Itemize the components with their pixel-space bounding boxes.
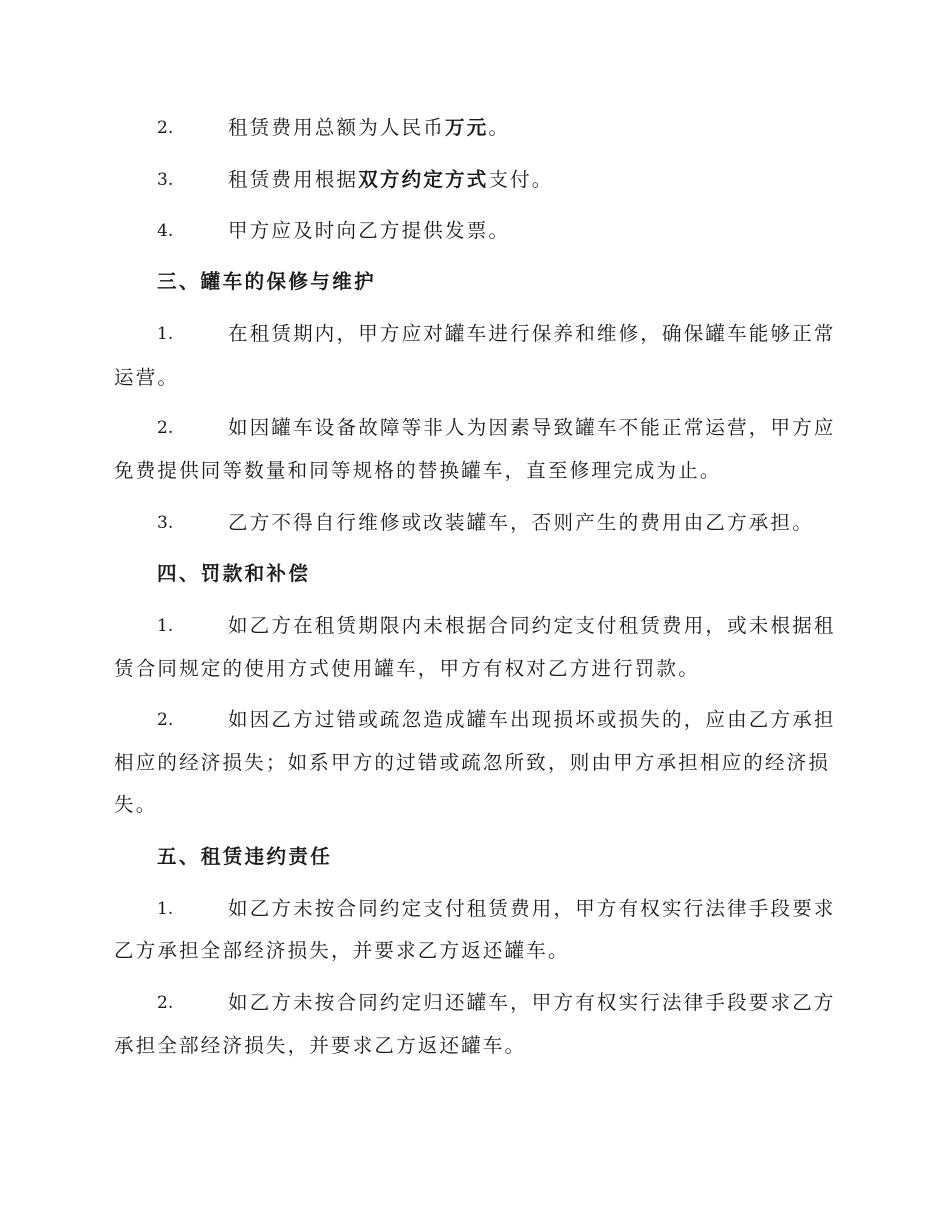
item-number: 2. — [157, 418, 174, 438]
item-text-line: 如因罐车设备故障等非人为因素导致罐车不能正常运营，甲方应 — [228, 416, 836, 439]
amount-placeholder: 万元 — [445, 116, 489, 139]
item-text-line: 赁合同规定的使用方式使用罐车，甲方有权对乙方进行罚款。 — [114, 657, 700, 680]
item-text-line: 如乙方未按合同约定支付租赁费用，甲方有权实行法律手段要求 — [228, 897, 836, 920]
item-text-line: 在租赁期内，甲方应对罐车进行保养和维修，确保罐车能够正常 — [228, 322, 836, 345]
item-text-line: 相应的经济损失；如系甲方的过错或疏忽所致，则由甲方承担相应的经济损 — [114, 751, 831, 774]
item-text-line: 乙方承担全部经济损失，并要求乙方返还罐车。 — [114, 939, 570, 962]
item-number: 4. — [157, 221, 174, 241]
item-text-line: 乙方不得自行维修或改装罐车，否则产生的费用由乙方承担。 — [228, 511, 814, 534]
item-text: 甲方应及时向乙方提供发票。 — [228, 219, 511, 242]
item-text: 租赁费用总额为人民币万元。 — [228, 116, 511, 139]
item-number: 1. — [157, 899, 174, 919]
item-text-line: 如乙方在租赁期限内未根据合同约定支付租赁费用，或未根据租 — [228, 614, 836, 637]
payment-method-placeholder: 双方约定方式 — [358, 168, 489, 191]
item-text: 租赁费用根据双方约定方式支付。 — [228, 168, 554, 191]
section-heading: 三、罐车的保修与维护 — [157, 270, 377, 293]
item-text-line: 承担全部经济损失，并要求乙方返还罐车。 — [114, 1034, 527, 1057]
item-number: 1. — [157, 616, 174, 636]
item-text-line: 如因乙方过错或疏忽造成罐车出现损坏或损失的，应由乙方承担 — [228, 708, 836, 731]
section-heading: 五、租赁违约责任 — [157, 845, 333, 868]
item-number: 3. — [157, 170, 174, 190]
item-text-line: 运营。 — [114, 366, 180, 389]
item-number: 1. — [157, 324, 174, 344]
item-number: 2. — [157, 993, 174, 1013]
item-text-line: 免费提供同等数量和同等规格的替换罐车，直至修理完成为止。 — [114, 459, 722, 482]
item-text-line: 失。 — [114, 793, 158, 816]
section-heading: 四、罚款和补偿 — [157, 562, 311, 585]
item-number: 2. — [157, 118, 174, 138]
item-text-line: 如乙方未按合同约定归还罐车，甲方有权实行法律手段要求乙方 — [228, 991, 836, 1014]
item-number: 2. — [157, 710, 174, 730]
item-number: 3. — [157, 513, 174, 533]
